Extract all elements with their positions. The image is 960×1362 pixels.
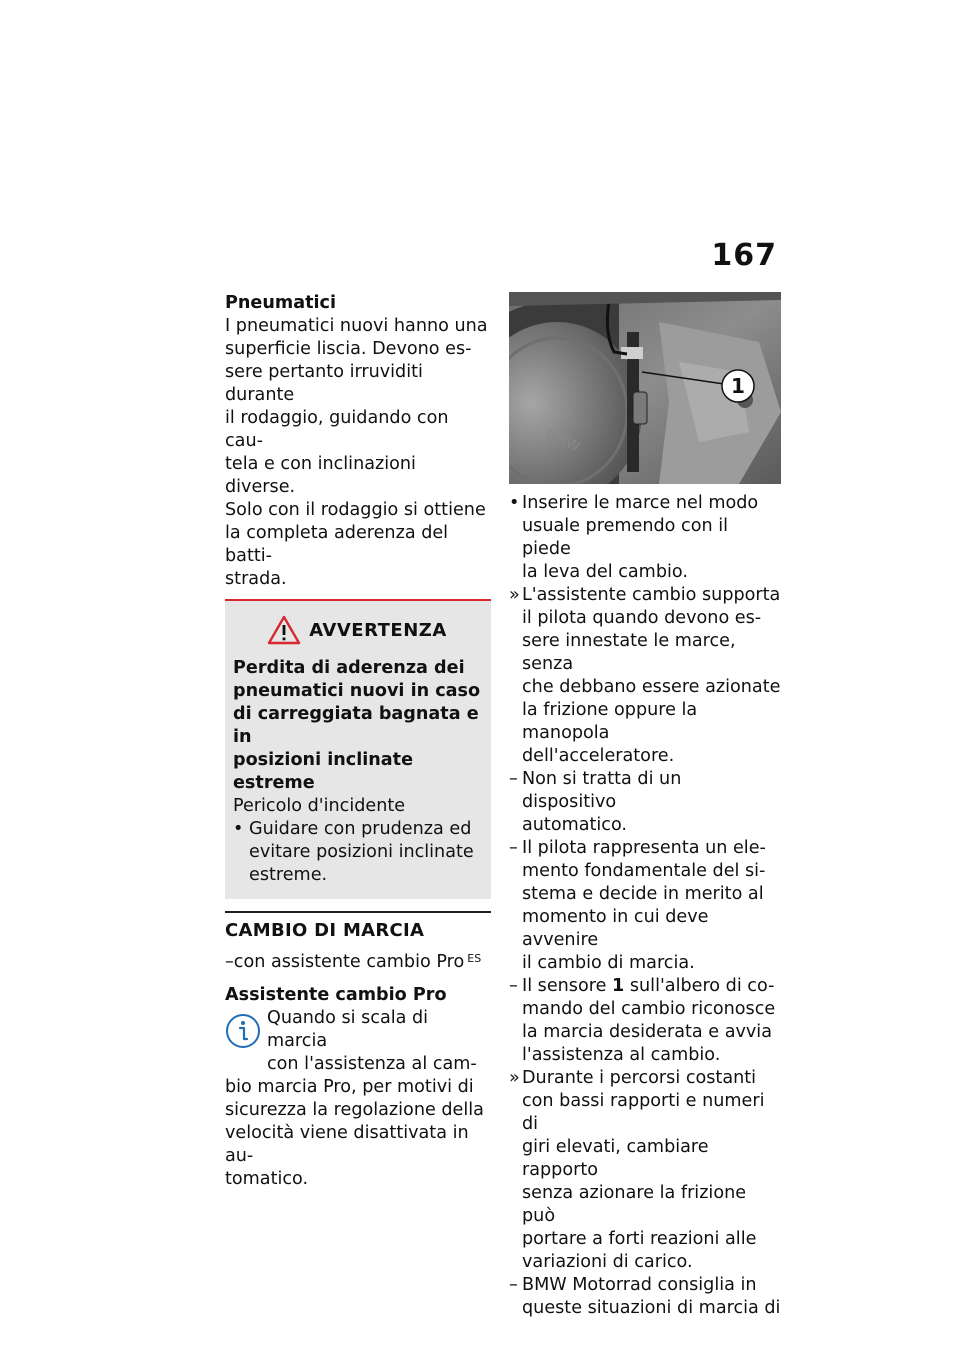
text-line: Solo con il rodaggio si ottiene [225,500,486,520]
text-line: bio marcia Pro, per motivi di [225,1077,474,1097]
text-line: posizioni inclinate estreme [233,750,414,793]
text-line: il rodaggio, guidando con cau- [225,408,449,451]
list-mark: – [509,976,518,996]
text-line: con l'assistenza al cam- [267,1054,477,1074]
list-item [509,1067,781,1274]
text-line: giri elevati, cambiare rapporto [522,1137,709,1180]
list-item [509,837,781,975]
text-line: Durante i percorsi costanti [522,1068,757,1088]
list-item [509,975,781,1067]
text-line: Inserire le marce nel modo [522,493,759,513]
text-line: Perdita di aderenza dei [233,658,465,678]
list-item [509,1274,781,1320]
text-line: la frizione oppure la manopola [522,700,698,743]
text-line: che debbano essere azionate [522,677,781,697]
variant-superscript: ES [467,952,482,965]
bullet-mark: • [233,819,244,839]
warning-triangle-icon [267,615,301,645]
warning-bullet [233,818,481,887]
warning-risk: Pericolo d'incidente [233,796,406,816]
sensor-ref-number: 1 [612,976,625,996]
warning-header [233,615,481,645]
tyres-paragraph [225,315,491,591]
info-note [225,1007,491,1191]
text-line: tomatico. [225,1169,309,1189]
warning-title: AVVERTENZA [309,619,447,641]
warning-box [225,601,491,899]
text-line: Non si tratta di un dispositivo [522,769,682,812]
text-line: stema e decide in merito al [522,884,764,904]
text-line: Il pilota rappresenta un ele- [522,838,766,858]
text-line: I pneumatici nuovi hanno una [225,316,488,336]
variant-text: –con assistente cambio Pro [225,952,465,972]
text-line: tela e con inclinazioni diverse. [225,454,416,497]
list-mark: – [509,838,518,858]
text-line: evitare posizioni inclinate [249,842,474,862]
list-mark: – [509,1275,518,1295]
list-item [509,584,781,768]
section-rule [225,911,491,913]
photo-watermark: BMW [543,426,583,456]
text-line: L'assistente cambio supporta [522,585,781,605]
text-fragment: Il sensore [522,976,613,996]
text-line: BMW Motorrad consiglia in [522,1275,757,1295]
list-mark: » [509,1068,520,1088]
tyres-heading: Pneumatici [225,293,336,313]
text-line: pneumatici nuovi in caso [233,681,481,701]
text-line: il cambio di marcia. [522,953,695,973]
text-line [522,975,781,998]
text-line: strada. [225,569,287,589]
text-line: Guidare con prudenza ed [249,819,472,839]
text-line: dell'acceleratore. [522,746,675,766]
text-line: velocità viene disattivata in au- [225,1123,469,1166]
list-mark: – [509,769,518,789]
text-fragment: sull'albero di co- [624,976,775,996]
text-line: sicurezza la regolazione della [225,1100,484,1120]
right-column [509,292,781,1320]
list-item [509,768,781,837]
text-line: mento fondamentale del si- [522,861,766,881]
text-line: momento in cui deve avvenire [522,907,709,950]
text-line: di carreggiata bagnata e in [233,704,479,747]
text-line: queste situazioni di marcia di [522,1298,781,1318]
text-line: l'assistenza al cambio. [522,1045,721,1065]
text-line: la marcia desiderata e avvia [522,1022,772,1042]
text-line: superficie liscia. Devono es- [225,339,472,359]
sub-heading: Assistente cambio Pro [225,985,447,1005]
text-line: con bassi rapporti e numeri di [522,1091,765,1134]
text-line: usuale premendo con il piede [522,516,728,559]
text-line: la completa aderenza del batti- [225,523,449,566]
text-line: senza azionare la frizione può [522,1183,747,1226]
warning-hazard [233,657,481,795]
text-line: variazioni di carico. [522,1252,693,1272]
text-line: sere pertanto irruviditi durante [225,362,423,405]
text-line: mando del cambio riconosce [522,999,776,1019]
list-mark: » [509,585,520,605]
text-line: automatico. [522,815,628,835]
photo-callout-label: 1 [731,374,745,398]
page-number: 167 [711,238,777,273]
info-icon [225,1013,261,1049]
gearbox-photo [509,292,781,484]
text-line: il pilota quando devono es- [522,608,762,628]
list-item [509,492,781,584]
text-line: Quando si scala di marcia [267,1008,429,1051]
text-line: estreme. [249,865,328,885]
section-title: CAMBIO DI MARCIA [225,920,425,941]
list-mark: • [509,493,520,513]
left-column [225,292,491,1191]
text-line: sere innestate le marce, senza [522,631,736,674]
text-line: la leva del cambio. [522,562,688,582]
variant-line [225,951,491,974]
text-line: portare a forti reazioni alle [522,1229,757,1249]
